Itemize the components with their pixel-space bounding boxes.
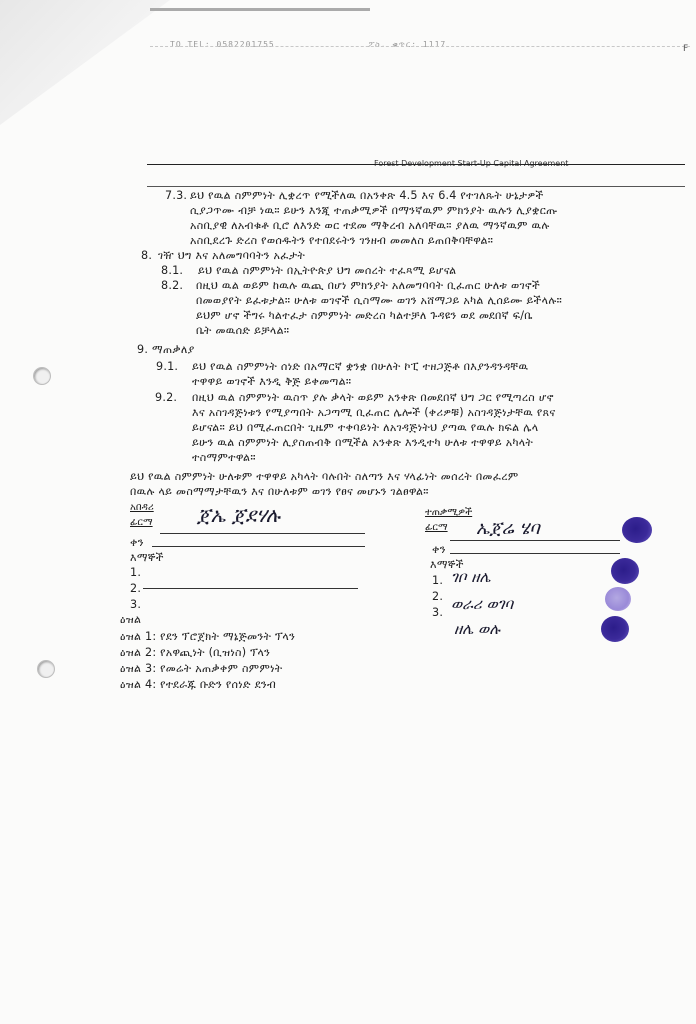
lender-witness-label: እማኞች [130, 551, 164, 564]
fingerprint-stamp [605, 587, 631, 611]
beneficiary-witness-2: 2. [432, 590, 444, 603]
annex-item: ዕዝል 1: የደን ፕሮጀክት ማኔጅመንት ፕላን [120, 630, 296, 643]
lender-sign-line [160, 533, 365, 534]
section-8-2-line: ቤት መዉሰድ ይቻላል። [196, 324, 290, 337]
beneficiary-witness-3: 3. [432, 606, 444, 619]
beneficiary-sign-label: ፊርማ [425, 522, 448, 533]
header-rule-2 [147, 186, 685, 187]
closing-line: ይህ የዉል ስምምነት ሁለቱም ተዋዋይ አካላት ባሉበት ስለጣን እና ሃላፊነት መሰረት በመፈረም [130, 470, 519, 483]
section-9-title: ማጠቃለያ [152, 343, 195, 356]
annex-item: ዕዝል 2: የአዋጪነት (ቢዝነስ) ፕላን [120, 646, 271, 659]
lender-role-label: አበዳሪ [130, 502, 154, 513]
witness-signature-1: ገቦ ዘሌ [451, 568, 491, 586]
section-8-2-line: በመወያየት ይፈቱታል። ሁለቱ ወገኖች ሲስማሙ ወገን አሸማጋይ አካል ሊሰይሙ ይችላሉ። [196, 294, 562, 307]
beneficiary-signature: ኤጀሬ ሄባ [476, 518, 540, 539]
section-9-1-line: ተዋዋይ ወገኖች እንዲ ቅጅ ይቀመጣል። [192, 375, 352, 388]
section-8-2-line: ይህም ሆኖ ችግሩ ካልተፈታ ስምምነት መድረስ ካልተቻለ ጉዳዩን ወደ መደበኛ ፍ/ቤ [196, 309, 533, 322]
section-9-2-line: እና አስገዳጅነቱን የሚያጣበት አጋጣሚ ቢፈጠር ሌሎች (ቀሪዎቹ) አስገዳጅነታቸዉ የጸና [192, 406, 556, 419]
section-8-2-number: 8.2. [161, 279, 184, 292]
running-header: Forest Development Start-Up Capital Agreement [374, 159, 569, 168]
section-7-3-line: ይህ የዉል ስምምነት ሊቋረጥ የሚችለዉ በአንቀጽ 4.5 እና 6.4 የተገለጹት ሁኔታዎች [190, 189, 544, 202]
lender-date-label: ቀን [130, 536, 144, 549]
beneficiary-sign-line [450, 540, 620, 541]
header-rule [147, 164, 685, 165]
annex-item: ዕዝል 4: የተደራጁ ቡድን የሰነድ ደንብ [120, 678, 277, 691]
page-edge-mark: F [683, 44, 689, 54]
section-8-number: 8. [141, 249, 153, 262]
fax-rule [150, 8, 370, 11]
folded-corner [0, 0, 170, 125]
fingerprint-stamp [611, 558, 639, 584]
lender-witness-line [143, 588, 358, 589]
annex-title: ዕዝል [120, 613, 142, 626]
section-8-2-line: በዚህ ዉል ወይም ከዉሉ ዉጪ በሆነ ምክንያት አለመግባባት ቢፈጠር ሁለቱ ወገኖች [196, 279, 541, 292]
witness-signature-2: ወራሪ ወገባ [451, 595, 514, 613]
lender-signature: ጀኤ ጀደሃሉ [197, 503, 280, 527]
fax-rule-2 [150, 46, 690, 47]
annex-item: ዕዝል 3: የመሬት አጠቃቀም ስምምነት [120, 662, 283, 675]
section-9-number: 9. [137, 343, 149, 356]
section-9-2-line: በዚህ ዉል ስምምነት ዉስጥ ያሉ ቃላት ወይም አንቀጽ በመደበኛ ህግ ጋር የሚጣረስ ሆኖ [192, 391, 554, 404]
fax-header-right: ፖስ. ቁጥር: 1117 [368, 40, 447, 49]
fax-header-left: TO TEL: 0582201755 [170, 40, 275, 49]
lender-sign-label: ፊርማ [130, 517, 153, 528]
beneficiary-date-label: ቀን [432, 543, 446, 556]
section-7-3-line: አስቢያዊ ለአብቁቶ ቢሮ ለእንድ ወር ተደመ ማቅረብ አለባቸዉ። ያለዉ ማንኛዉም ዉሉ [190, 219, 550, 232]
lender-witness-1: 1. [130, 566, 142, 579]
section-9-2-line: ይሁን ዉል ስምምነት ሊያስጠብቅ በሚችል አንቀጽ እንዲተካ ሁለቱ ተዋዋይ አካላት [192, 436, 534, 449]
section-9-2-line: ይሆናል። ይህ በሚፈጠርበት ጊዜም ተቀባይነት ለአገዳጅነትህ ያጣዉ የዉሉ ክፍል ሌላ [192, 421, 539, 434]
section-9-2-line: ተስማምተዋል። [192, 451, 256, 464]
lender-date-line [152, 546, 365, 547]
section-9-2-number: 9.2. [155, 391, 178, 404]
punch-hole [37, 660, 55, 678]
section-9-1-number: 9.1. [156, 360, 179, 373]
section-7-3-line: አስቢደረጉ ድረስ የወሰዱትን የተበደሩትን ገንዘብ መመለስ ይጠበቅባቸዋል። [190, 234, 494, 247]
witness-signature-3: ዘሌ ወሉ [454, 620, 500, 638]
section-8-1-number: 8.1. [161, 264, 184, 277]
closing-line: በዉሉ ላይ መስማማታቸዉን እና በሁለቱም ወገን የፀና መሆኑን ገልፀዋል። [130, 485, 429, 498]
section-7-3-number: 7.3. [165, 189, 188, 202]
section-9-1-line: ይህ የዉል ስምምነት ሰነድ በአማርኛ ቋንቋ በሁለት ኮፒ ተዘጋጅቶ በእያንዳንዳቸዉ [192, 360, 529, 373]
section-8-1-line: ይህ የዉል ስምምነት በኢትዮጵያ ህግ መሰረት ተፈጻሚ ይሆናል [198, 264, 457, 277]
punch-hole [33, 367, 51, 385]
section-7-3-line: ሲያጋጥሙ ብቻ ነዉ። ይሁን እንጂ ተጠቃሚዎች በማንኛዉም ምክንያት ዉሉን ሊያቋርጡ [190, 204, 558, 217]
beneficiary-role-label: ተጠቃሚዎች [425, 507, 473, 518]
beneficiary-witness-1: 1. [432, 574, 444, 587]
fingerprint-stamp [601, 616, 629, 642]
beneficiary-date-line [450, 553, 620, 554]
beneficiary-witness-label: እማኞች [430, 558, 464, 571]
section-8-title: ገዥ ህግ እና አለመግባባትን አፈታት [158, 249, 306, 262]
lender-witness-2: 2. [130, 582, 142, 595]
fingerprint-stamp [622, 517, 652, 543]
lender-witness-3: 3. [130, 598, 142, 611]
